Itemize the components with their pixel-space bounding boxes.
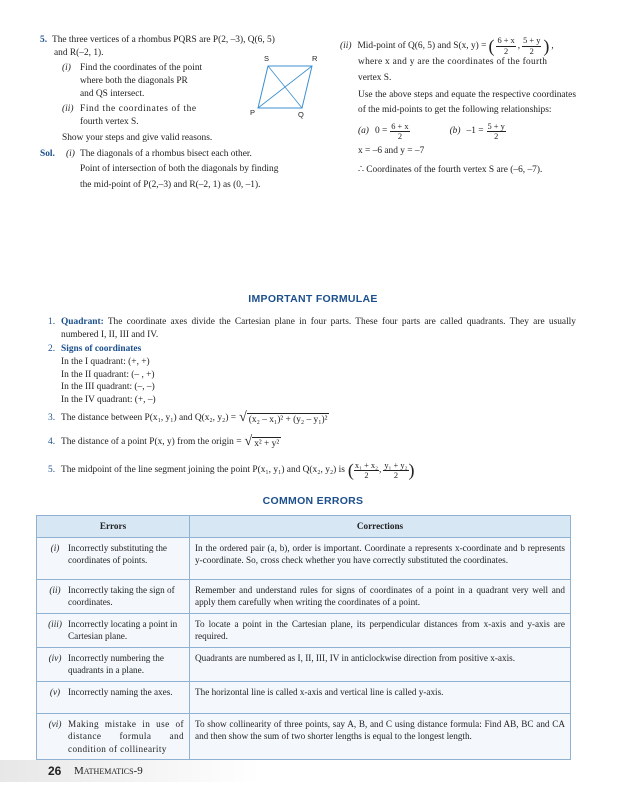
formula-2-title: Signs of coordinates	[61, 344, 142, 355]
formulae-heading: IMPORTANT FORMULAE	[248, 293, 378, 305]
solution-i-line1: The diagonals of a rhombus bisect each other.	[80, 148, 252, 159]
errors-column-header: Errors	[37, 516, 190, 538]
formula-3-radicand: (x₂ – x₁)² + (y₂ – y₁)²	[248, 414, 328, 425]
midpoint-expression: (ii) Mid-point of Q(6, 5) and S(x, y) = ( $\frac{6 + x}{2}$ , $\frac{5 + y}{2}$ ) ,	[340, 36, 554, 56]
formula-1: 1. Quadrant: The coordinate axes divide the Cartesian plane in four parts. These four parts are called quadrants. They are usually numbered I, II, III and IV.	[48, 317, 576, 340]
formula-4-sqrt: √ x² + y²	[244, 433, 280, 449]
table-row: (iii) Incorrectly locating a point in Cartesian plane. To locate a point in the Cartesian plane, its perpendicular distances from x-axis and y-axis are required.	[37, 613, 571, 647]
sign-quadrant-3: In the III quadrant: (–, –)	[61, 382, 155, 393]
book-title: Mathematics-9	[74, 765, 143, 777]
rhombus-diagram	[246, 56, 326, 126]
part-i-line2: where both the diagonals PR	[80, 76, 188, 87]
table-row: (i) Incorrectly substituting the coordinates of points. In the ordered pair (a, b), order is important. Coordinate a represents x-coordinate and b represents y-coordinate. So, cross check whether you have correctly substituted the coordinates.	[37, 538, 571, 580]
solution-i-line3: the mid-point of P(2,–3) and R(–2, 1) as (0, –1).	[80, 179, 261, 190]
eq-b-fraction: $\frac{5 + y}{2}$	[487, 121, 505, 141]
sign-quadrant-2: In the II quadrant: (– , +)	[61, 369, 155, 380]
eq-b-label: (b)	[449, 126, 461, 137]
formula-4-radicand: x² + y²	[254, 438, 280, 449]
midpoint-x-fraction: $\frac{6 + x}{2}$	[497, 36, 515, 56]
part-ii-number: (ii)	[62, 104, 74, 115]
solution-ii-number: (ii)	[340, 40, 352, 51]
formula-3-text: The distance between P(x₁, y₁) and Q(x₂, y₂) =	[61, 413, 237, 424]
solution-part-i	[40, 148, 316, 161]
formula-4: 4. The distance of a point P(x, y) from the origin = √ x² + y²	[48, 433, 280, 449]
table-row: (iv) Incorrectly numbering the quadrants in a plane. Quadrants are numbered as I, II, III, IV in anticlockwise direction from positive x-axis.	[37, 647, 571, 681]
question-block	[40, 34, 316, 192]
solution-ii-line3: vertex S.	[358, 72, 392, 83]
formula-5-text: The midpoint of the line segment joining the point P(x₁, y₁) and Q(x₂, y₂) is	[61, 464, 345, 475]
errors-table-header	[37, 516, 571, 538]
formula-2: 2. Signs of coordinates	[48, 344, 142, 355]
error-text: Incorrectly substituting the coordinates of points.	[68, 543, 167, 566]
vertex-label-p: P	[250, 108, 256, 117]
correction-text: Quadrants are numbered as I, II, III, IV in anticlockwise direction from positive x-axis.	[190, 647, 571, 681]
eq-a-lhs: 0 =	[374, 126, 388, 137]
solution-conclusion: ∴ Coordinates of the fourth vertex S are (–6, –7).	[358, 164, 543, 175]
corrections-column-header: Corrections	[190, 516, 571, 538]
errors-heading: COMMON ERRORS	[262, 495, 364, 507]
midpoint-y-fraction: $\frac{5 + y}{2}$	[523, 36, 541, 56]
table-row: (v) Incorrectly naming the axes. The horizontal line is called x-axis and vertical line is called y-axis.	[37, 681, 571, 713]
question-stem-line2: and R(–2, 1).	[54, 47, 104, 58]
errors-table	[36, 515, 571, 760]
correction-text: To show collinearity of three points, say A, B, and C using distance formula: Find AB, BC and CA and then show the sum of two shorter lengths is equal to the longest length.	[190, 713, 571, 759]
part-ii-line2: fourth vertex S.	[80, 117, 139, 128]
part-i-number: (i)	[62, 63, 71, 74]
question-stem	[40, 34, 316, 47]
correction-text: The horizontal line is called x-axis and vertical line is called y-axis.	[190, 681, 571, 713]
formula-1-text: The coordinate axes divide the Cartesian plane in four parts. These four parts are called quadrants. They are usually numbered I, II, III and IV.	[61, 317, 576, 340]
formula-1-title: Quadrant:	[61, 317, 104, 327]
solution-part-ii	[340, 34, 576, 177]
solution-ii-line2: where x and y are the coordinates of the fourth	[358, 57, 548, 68]
eq-a-fraction: $\frac{6 + x}{2}$	[391, 121, 409, 141]
table-row: (ii) Incorrectly taking the sign of coordinates. Remember and understand rules for signs of coordinates of a point in a quadrant very well and apply them carefully when writing the coordinates of a point.	[37, 580, 571, 614]
table-row: (vi) Making mistake in use of distance formula and condition of collinearity To show collinearity of three points, say A, B, and C using distance formula: Find AB, BC and CA and then show the sum of two shorter lengths is equal to the longest length.	[37, 713, 571, 759]
formula-3: 3. The distance between P(x₁, y₁) and Q(x₂, y₂) = √ (x₂ – x₁)² + (y₂ – y₁)²	[48, 409, 328, 425]
formula-5-x-fraction: $\frac{\text{x₁ + x₂}}{2}$	[354, 460, 379, 480]
error-text: Incorrectly locating a point in Cartesian plane.	[68, 618, 178, 642]
formula-5-y-fraction: $\frac{\text{y₁ + y₂}}{2}$	[384, 460, 408, 480]
vertex-label-s: S	[264, 54, 270, 63]
solution-label: Sol.	[40, 148, 55, 159]
error-text: Incorrectly numbering the quadrants in a plane.	[68, 652, 164, 676]
sign-quadrant-4: In the IV quadrant: (+, –)	[61, 395, 156, 406]
vertex-label-r: R	[312, 54, 318, 63]
equations-row	[340, 122, 576, 141]
formula-3-sqrt: √ (x₂ – x₁)² + (y₂ – y₁)²	[239, 409, 328, 425]
formulae-list	[48, 314, 576, 482]
solution-i-number: (i)	[66, 148, 75, 159]
sign-quadrant-1: In the I quadrant: (+, +)	[61, 357, 150, 368]
error-text: Making mistake in use of distance formula and condition of collinearity	[68, 718, 184, 754]
question-instruction: Show your steps and give valid reasons.	[62, 132, 213, 143]
part-i-line3: and QS intersect.	[80, 88, 145, 99]
formula-4-text: The distance of a point P(x, y) from the origin =	[61, 437, 242, 447]
solution-result: x = –6 and y = –7	[358, 146, 425, 157]
solution-ii-paragraph: Use the above steps and equate the respective coordinates of the mid-points to get the following relationships:	[358, 89, 576, 115]
eq-a-label: (a)	[358, 126, 369, 137]
eq-b-lhs: –1 =	[466, 126, 484, 137]
formula-5: 5. The midpoint of the line segment joining the point P(x₁, y₁) and Q(x₂, y₂) is ( $\frac{\text{x₁ + x₂}}{2}$ , $\frac{\text{y₁ + y₂}}{2}$ )	[48, 460, 415, 481]
question-stem-line1: The three vertices of a rhombus PQRS are P(2, –3), Q(6, 5)	[52, 35, 275, 45]
error-text: Incorrectly taking the sign of coordinates.	[68, 585, 175, 608]
question-number: 5.	[40, 35, 48, 45]
error-text: Incorrectly naming the axes.	[68, 686, 173, 697]
vertex-label-q: Q	[298, 110, 304, 119]
page-number: 26	[48, 764, 62, 778]
rhombus-figure	[246, 56, 326, 126]
solution-ii-text: Mid-point of Q(6, 5) and S(x, y) =	[357, 40, 487, 51]
solution-i-line2: Point of intersection of both the diagonals by finding	[80, 164, 279, 175]
correction-text: Remember and understand rules for signs of coordinates of a point in a quadrant very well and apply them carefully when writing the coordinates of a point.	[190, 580, 571, 614]
correction-text: In the ordered pair (a, b), order is important. Coordinate a represents x-coordinate and b represents y-coordinate. So, cross check whether you have correctly substituted the coordinates.	[190, 538, 571, 580]
correction-text: To locate a point in the Cartesian plane, its perpendicular distances from x-axis and y-axis are required.	[190, 613, 571, 647]
part-ii-line1: Find the coordinates of the	[80, 104, 197, 115]
part-i-line1: Find the coordinates of the point	[80, 63, 203, 74]
